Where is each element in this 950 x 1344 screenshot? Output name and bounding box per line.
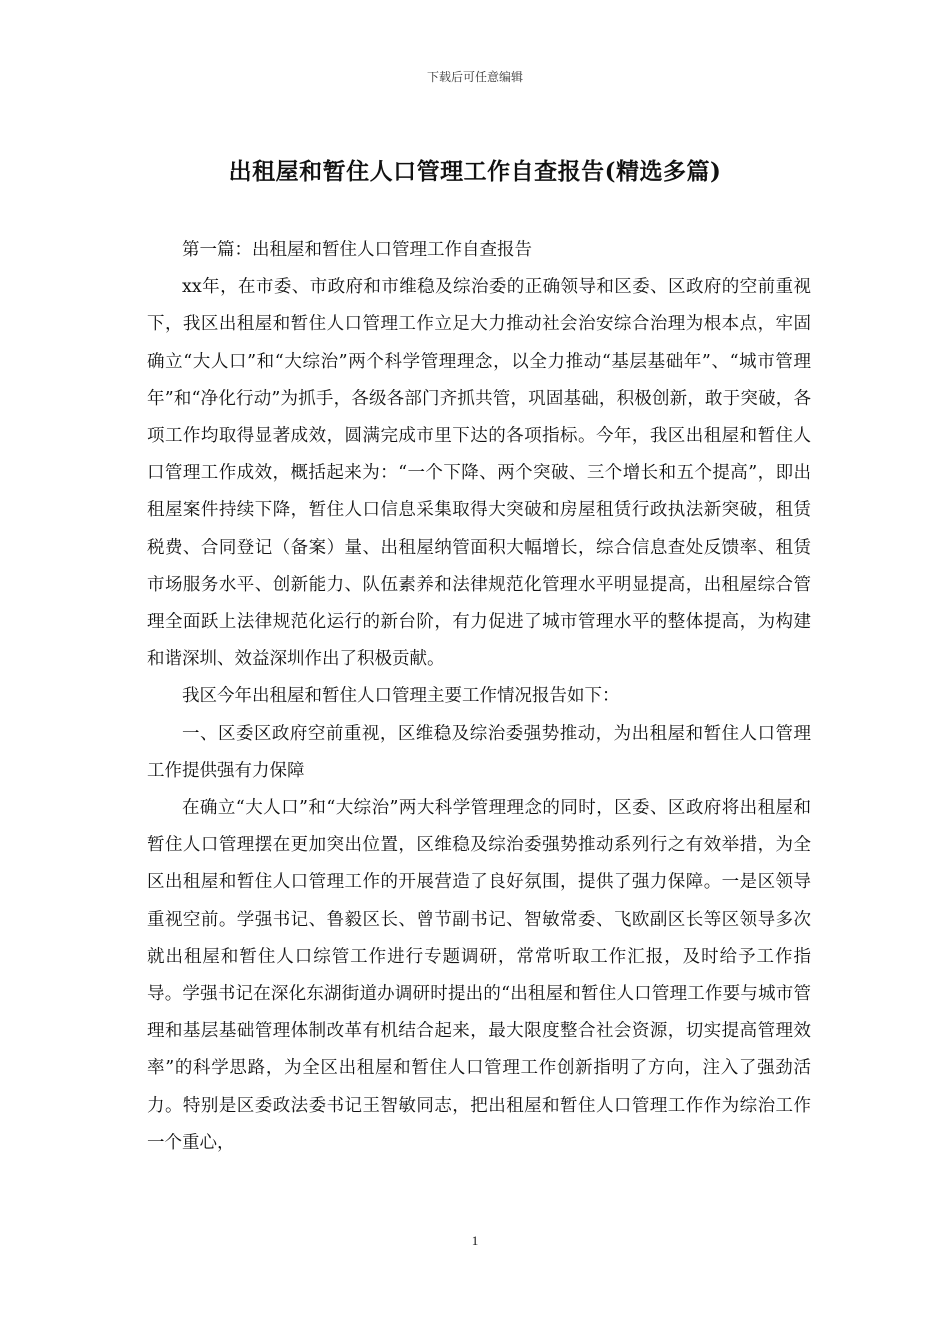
body-paragraph: 一、区委区政府空前重视，区维稳及综治委强势推动，为出租屋和暂住人口管理工作提供强有力保障 <box>147 723 811 781</box>
body-paragraph: xx年，在市委、市政府和市维稳及综治委的正确领导和区委、区政府的空前重视下，我区出租屋和暂住人口管理工作立足大力推动社会治安综合治理为根本点，牢固确立“大人口”和“大综治”两个科学管理理念，以全力推动“基层基础年”、“城市管理年”和“净化行动”为抓手，各级各部门齐抓共管，巩固基础，积极创新，敢于突破，各项工作均取得显著成效，圆满完成市里下达的各项指标。今年，我区出租屋和暂住人口管理工作成效，概括起来为：“一个下降、两个突破、三个增长和五个提高”，即出租屋案件持续下降，暂住人口信息采集取得大突破和房屋租赁行政执法新突破，租赁税费、合同登记（备案）量、出租屋纳管面积大幅增长，综合信息查处反馈率、租赁市场服务水平、创新能力、队伍素养和法律规范化管理水平明显提高，出租屋综合管理全面跃上法律规范化运行的新台阶，有力促进了城市管理水平的整体提高，为构建和谐深圳、效益深圳作出了积极贡献。 <box>147 277 811 670</box>
body-paragraph: 在确立“大人口”和“大综治”两大科学管理理念的同时，区委、区政府将出租屋和暂住人口管理摆在更加突出位置，区维稳及综治委强势推动系列行之有效举措，为全区出租屋和暂住人口管理工作的开展营造了良好氛围，提供了强力保障。一是区领导重视空前。学强书记、鲁毅区长、曾节副书记、智敏常委、飞欧副区长等区领导多次就出租屋和暂住人口综管工作进行专题调研，常常听取工作汇报，及时给予工作指导。学强书记在深化东湖街道办调研时提出的“出租屋和暂住人口管理工作要与城市管理和基层基础管理体制改革有机结合起来，最大限度整合社会资源，切实提高管理效率”的科学思路，为全区出租屋和暂住人口管理工作创新指明了方向，注入了强劲活力。特别是区委政法委书记王智敏同志，把出租屋和暂住人口管理工作作为综治工作一个重心， <box>147 798 811 1153</box>
body-paragraph: 我区今年出租屋和暂住人口管理主要工作情况报告如下： <box>182 686 620 707</box>
document-body <box>147 232 811 1162</box>
section-heading: 第一篇：出租屋和暂住人口管理工作自查报告 <box>182 240 532 260</box>
page-number: 1 <box>471 1233 479 1248</box>
document-title: 出租屋和暂住人口管理工作自查报告(精选多篇) <box>228 158 722 185</box>
header-note: 下载后可任意编辑 <box>426 70 523 84</box>
